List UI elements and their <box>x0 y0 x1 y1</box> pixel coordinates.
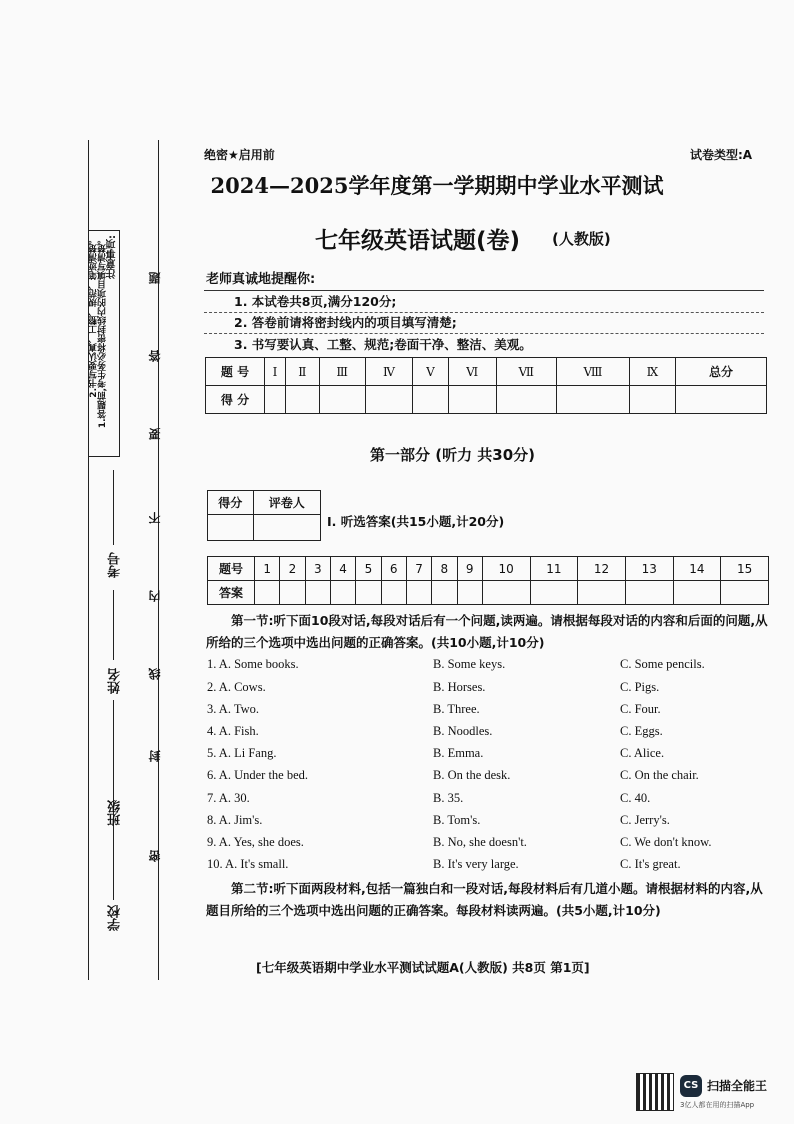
score-header-label: 题 号 <box>206 358 265 386</box>
reminder-item-3: 3. 书写要认真、工整、规范;卷面干净、整洁、美观。 <box>234 337 532 352</box>
answer-cell[interactable] <box>457 581 482 605</box>
part1-title: 第一部分 (听力 共30分) <box>370 446 536 464</box>
exam-subtitle-note: (人教版) <box>552 230 611 248</box>
answer-cell[interactable] <box>530 581 578 605</box>
answer-cell[interactable] <box>432 581 457 605</box>
score-cell[interactable] <box>448 386 496 414</box>
q3-option-a[interactable]: 3. A. Two. <box>207 702 260 716</box>
score-table <box>205 357 767 414</box>
score-header-8: Ⅷ <box>556 358 629 386</box>
q1-option-c[interactable]: C. Some pencils. <box>620 657 705 671</box>
notice-line-1: 1.答题前,考生务必将密封线内的项目填写清楚。 <box>98 235 108 429</box>
q6-option-b[interactable]: B. On the desk. <box>433 768 511 782</box>
reminder-item-1: 1. 本试卷共8页,满分120分; <box>234 294 397 309</box>
score-header-5: Ⅴ <box>413 358 448 386</box>
seal-word-3: 线 <box>148 668 162 680</box>
score-cell[interactable] <box>265 386 286 414</box>
answer-grid-number: 4 <box>330 557 355 581</box>
exam-title: 2024—2025学年度第一学期期中学业水平测试 <box>210 173 664 198</box>
seal-word-8: 题 <box>148 272 162 284</box>
field-class-line <box>113 700 114 790</box>
q8-option-a[interactable]: 8. A. Jim's. <box>207 813 263 827</box>
q4-option-b[interactable]: B. Noodles. <box>433 724 493 738</box>
seal-word-4: 内 <box>148 590 162 602</box>
score-cell[interactable] <box>319 386 365 414</box>
reminder-divider <box>204 290 764 291</box>
field-exam-no: 考号 <box>108 552 123 578</box>
score-cell[interactable] <box>413 386 448 414</box>
score-cell[interactable] <box>286 386 320 414</box>
answer-cell[interactable] <box>721 581 769 605</box>
grader-box <box>207 490 321 541</box>
answer-grid-number: 2 <box>280 557 305 581</box>
answer-cell[interactable] <box>330 581 355 605</box>
page-footer: [七年级英语期中学业水平测试试题A(人教版) 共8页 第1页] <box>256 960 590 975</box>
grader-score-label: 得分 <box>208 491 254 515</box>
notice-line-2: 2.书写要认真、工整、规范、笔迹清楚。 <box>89 235 99 398</box>
instructions-section2: 第二节:听下面两段材料,包括一篇独白和一段对话,每段材料后有几道小题。请根据材料的内容,从题目所给的三个选项中选出问题的正确答案。每段材料读两遍。(共5小题,计10分) <box>206 881 763 918</box>
notice-title: 注意事项: <box>107 235 118 279</box>
camscanner-logo-icon: CS <box>680 1075 702 1097</box>
reminder-item-2: 2. 答卷前请将密封线内的项目填写清楚; <box>234 315 457 330</box>
answer-grid-number: 14 <box>673 557 721 581</box>
answer-grid <box>207 556 769 605</box>
score-header-3: Ⅲ <box>319 358 365 386</box>
answer-grid-number: 10 <box>482 557 530 581</box>
q4-option-c[interactable]: C. Eggs. <box>620 724 663 738</box>
notice-box <box>88 230 120 457</box>
score-cell-total[interactable] <box>676 386 767 414</box>
q2-option-a[interactable]: 2. A. Cows. <box>207 680 266 694</box>
field-name-line <box>113 590 114 660</box>
score-cell[interactable] <box>365 386 413 414</box>
answer-cell[interactable] <box>578 581 626 605</box>
score-header-2: Ⅱ <box>286 358 320 386</box>
grader-name-cell[interactable] <box>253 515 320 541</box>
score-cell[interactable] <box>556 386 629 414</box>
q6-option-c[interactable]: C. On the chair. <box>620 768 699 782</box>
answer-grid-q-label: 题号 <box>208 557 255 581</box>
instructions-section1: 第一节:听下面10段对话,每段对话后有一个问题,读两遍。请根据每段对话的内容和后面的问题,从所给的三个选项中选出问题的正确答案。(共10小题,计10分) <box>206 613 768 650</box>
score-cell[interactable] <box>496 386 556 414</box>
answer-cell[interactable] <box>381 581 406 605</box>
answer-grid-number: 5 <box>356 557 381 581</box>
answer-cell[interactable] <box>280 581 305 605</box>
answer-grid-number: 12 <box>578 557 626 581</box>
answer-cell[interactable] <box>356 581 381 605</box>
q6-option-a[interactable]: 6. A. Under the bed. <box>207 768 309 782</box>
answer-cell[interactable] <box>406 581 431 605</box>
q7-option-b[interactable]: B. 35. <box>433 791 464 805</box>
seal-word-7: 答 <box>148 350 162 362</box>
exam-subtitle: 七年级英语试题(卷) <box>315 228 521 254</box>
score-header-6: Ⅵ <box>448 358 496 386</box>
q1-option-a[interactable]: 1. A. Some books. <box>207 657 299 671</box>
score-row-label: 得 分 <box>206 386 265 414</box>
seal-word-6: 要 <box>148 428 162 440</box>
score-header-total: 总分 <box>676 358 767 386</box>
answer-grid-number: 8 <box>432 557 457 581</box>
answer-grid-number: 3 <box>305 557 330 581</box>
q5-option-b[interactable]: B. Emma. <box>433 746 484 760</box>
seal-word-5: 不 <box>148 512 162 524</box>
answer-grid-number: 11 <box>530 557 578 581</box>
answer-grid-number: 13 <box>625 557 673 581</box>
reminder-divider-3 <box>204 333 764 334</box>
q9-option-c[interactable]: C. We don't know. <box>620 835 712 849</box>
answer-cell[interactable] <box>625 581 673 605</box>
answer-grid-number: 7 <box>406 557 431 581</box>
section1-title: Ⅰ. 听选答案(共15小题,计20分) <box>327 514 505 529</box>
q8-option-c[interactable]: C. Jerry's. <box>620 813 670 827</box>
q10-option-b[interactable]: B. It's very large. <box>433 857 519 871</box>
answer-grid-a-label: 答案 <box>208 581 255 605</box>
q10-option-a[interactable]: 10. A. It's small. <box>207 857 289 871</box>
score-cell[interactable] <box>629 386 675 414</box>
seal-word-2: 封 <box>148 750 162 762</box>
reminder-title: 老师真诚地提醒你: <box>206 272 316 287</box>
q5-option-a[interactable]: 5. A. Li Fang. <box>207 746 277 760</box>
answer-grid-number: 6 <box>381 557 406 581</box>
q3-option-b[interactable]: B. Three. <box>433 702 480 716</box>
answer-grid-number: 9 <box>457 557 482 581</box>
seal-word-1: 密 <box>148 850 162 862</box>
q8-option-b[interactable]: B. Tom's. <box>433 813 481 827</box>
q9-option-b[interactable]: B. No, she doesn't. <box>433 835 527 849</box>
answer-cell[interactable] <box>673 581 721 605</box>
q7-option-c[interactable]: C. 40. <box>620 791 651 805</box>
scanner-name: 扫描全能王 <box>707 1079 768 1093</box>
grader-score-cell[interactable] <box>208 515 254 541</box>
score-header-1: Ⅰ <box>265 358 286 386</box>
q1-option-b[interactable]: B. Some keys. <box>433 657 506 671</box>
q2-option-c[interactable]: C. Pigs. <box>620 680 660 694</box>
grader-label: 评卷人 <box>253 491 320 515</box>
answer-cell[interactable] <box>255 581 280 605</box>
field-class: 班级 <box>108 800 123 826</box>
score-header-9: Ⅸ <box>629 358 675 386</box>
score-header-4: Ⅳ <box>365 358 413 386</box>
q3-option-c[interactable]: C. Four. <box>620 702 661 716</box>
q7-option-a[interactable]: 7. A. 30. <box>207 791 250 805</box>
q10-option-c[interactable]: C. It's great. <box>620 857 681 871</box>
secret-label: 绝密★启用前 <box>204 148 275 162</box>
field-name: 姓名 <box>108 668 123 694</box>
q5-option-c[interactable]: C. Alice. <box>620 746 665 760</box>
q2-option-b[interactable]: B. Horses. <box>433 680 486 694</box>
scanner-tagline: 3亿人都在用的扫描App <box>680 1101 755 1109</box>
field-school: 学校 <box>108 905 123 931</box>
answer-grid-number: 1 <box>255 557 280 581</box>
q9-option-a[interactable]: 9. A. Yes, she does. <box>207 835 304 849</box>
answer-cell[interactable] <box>482 581 530 605</box>
q4-option-a[interactable]: 4. A. Fish. <box>207 724 259 738</box>
answer-grid-number: 15 <box>721 557 769 581</box>
field-exam-no-line <box>113 470 114 545</box>
paper-type: 试卷类型:A <box>690 148 753 162</box>
qr-code-icon <box>636 1073 674 1111</box>
answer-cell[interactable] <box>305 581 330 605</box>
score-header-7: Ⅶ <box>496 358 556 386</box>
